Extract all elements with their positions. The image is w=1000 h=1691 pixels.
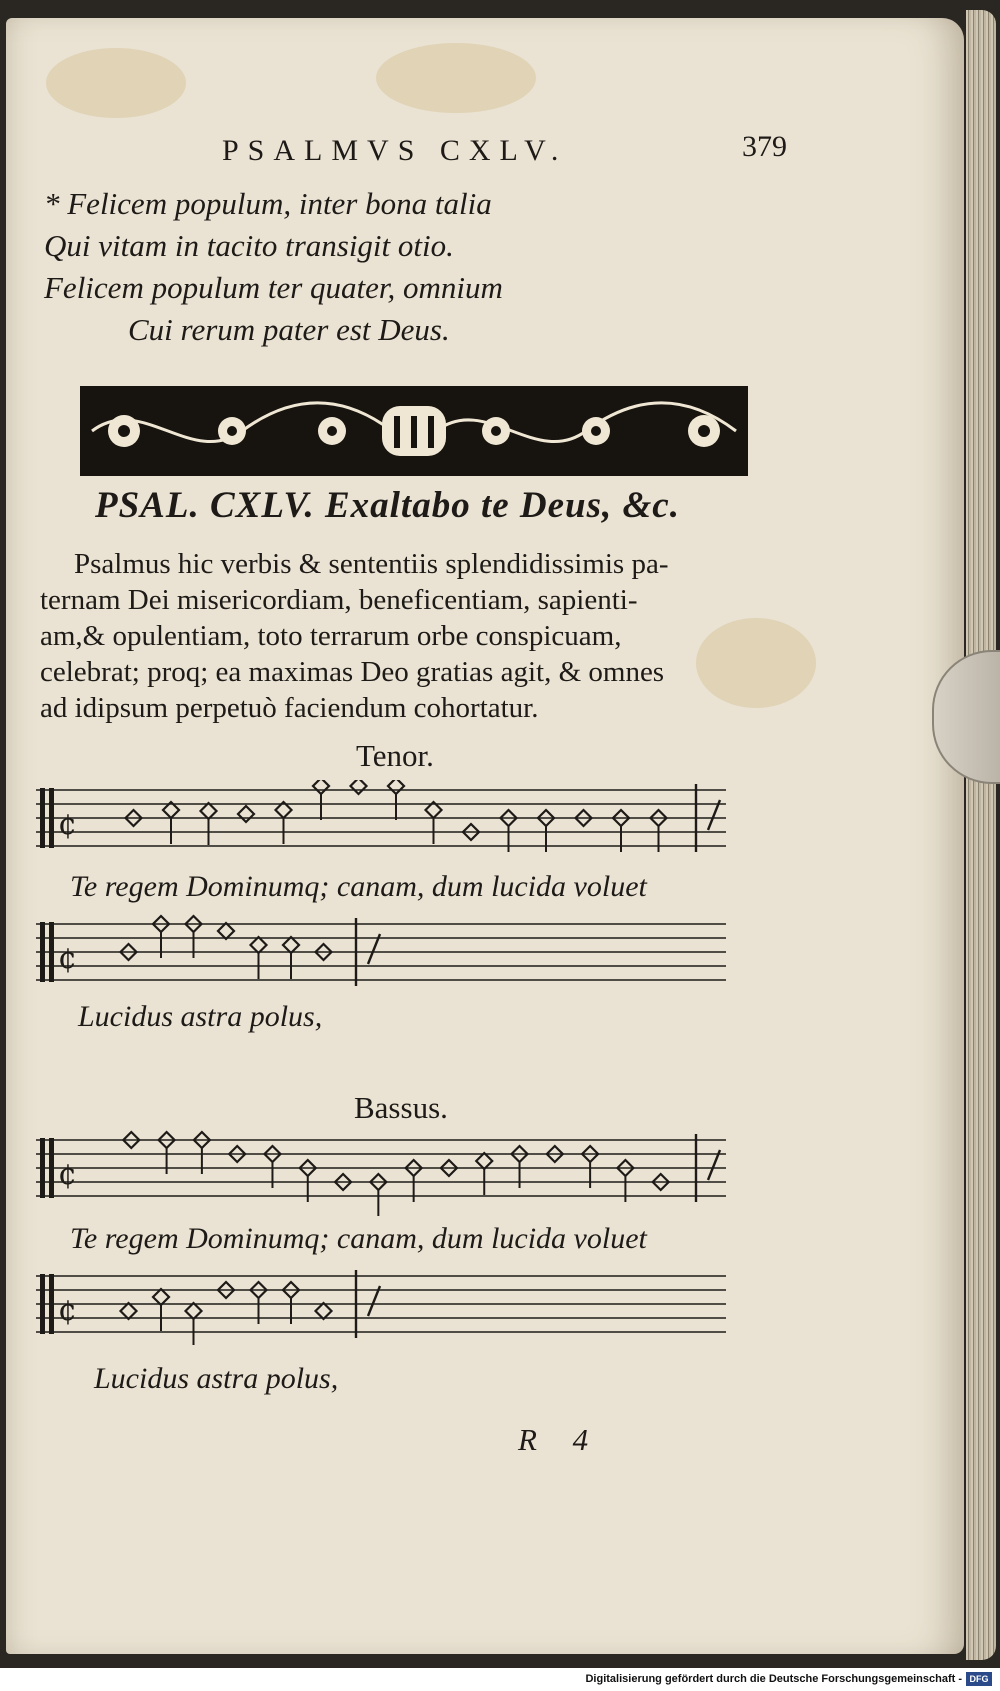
clef-mark xyxy=(49,788,54,848)
verse-line: Cui rerum pater est Deus. xyxy=(128,312,450,347)
note xyxy=(316,1303,332,1319)
verse-line: * Felicem populum, inter bona talia xyxy=(44,186,492,221)
dfg-logo: DFG xyxy=(966,1672,992,1686)
intro-line: celebrat; proq; ea maximas Deo gratias agit, & omnes xyxy=(40,656,665,688)
note xyxy=(313,780,329,820)
clef-mark xyxy=(40,1138,45,1198)
bassus-staff-2 xyxy=(36,1266,786,1352)
note xyxy=(238,806,254,822)
note xyxy=(186,1303,202,1345)
intro-line: Psalmus hic verbis & sententiis splendidissimis pa- xyxy=(74,548,669,580)
note xyxy=(283,937,299,979)
clef-mark xyxy=(49,922,54,982)
note xyxy=(426,802,442,844)
running-head: PSALMVS CXLV. xyxy=(222,134,568,167)
tenor-lyric-2: Lucidus astra polus, xyxy=(78,1000,323,1033)
woodcut-ornament xyxy=(80,386,748,476)
paper-stain xyxy=(46,48,186,118)
mensuration-sign: ¢ xyxy=(58,1157,78,1192)
psalm-title: PSAL. CXLV. Exaltabo te Deus, &c. xyxy=(95,485,680,526)
paper-stain xyxy=(696,618,816,708)
note xyxy=(251,937,267,979)
footer-credit: Digitalisierung gefördert durch die Deutsche Forschungsgemeinschaft - xyxy=(585,1673,962,1685)
bassus-lyric-1: Te regem Dominumq; canam, dum lucida voluet xyxy=(70,1222,647,1255)
note xyxy=(121,1303,137,1319)
mensuration-sign: ¢ xyxy=(58,807,78,842)
clef-mark xyxy=(40,1274,45,1334)
note xyxy=(388,780,404,820)
page-number: 379 xyxy=(742,130,787,163)
note xyxy=(201,803,217,845)
paper-stain xyxy=(376,43,536,113)
clef-mark xyxy=(40,922,45,982)
bassus-label: Bassus. xyxy=(354,1090,448,1125)
signature-mark: R 4 xyxy=(518,1422,603,1457)
ornament-vines xyxy=(82,388,746,474)
clef-mark xyxy=(40,788,45,848)
tenor-staff-2 xyxy=(36,914,786,1000)
note xyxy=(370,1174,386,1216)
note xyxy=(351,780,367,794)
bassus-lyric-2: Lucidus astra polus, xyxy=(94,1362,339,1395)
intro-line: ternam Dei misericordiam, beneficentiam, sapienti- xyxy=(40,584,638,616)
intro-line: ad idipsum perpetuò faciendum cohortatur. xyxy=(40,692,539,724)
note xyxy=(476,1153,492,1195)
clef-mark xyxy=(49,1138,54,1198)
verse-line: Qui vitam in tacito transigit otio. xyxy=(44,228,454,263)
clef-mark xyxy=(49,1274,54,1334)
bassus-staff-1 xyxy=(36,1130,786,1216)
verse-line: Felicem populum ter quater, omnium xyxy=(44,270,503,305)
note xyxy=(163,802,179,844)
note xyxy=(276,802,292,844)
tenor-lyric-1: Te regem Dominumq; canam, dum lucida voluet xyxy=(70,870,647,903)
note xyxy=(153,1289,169,1331)
tenor-label: Tenor. xyxy=(356,738,434,773)
note xyxy=(218,923,234,939)
intro-line: am,& opulentiam, toto terrarum orbe conspicuam, xyxy=(40,620,622,652)
page-edges xyxy=(966,10,996,1660)
mensuration-sign: ¢ xyxy=(58,1293,78,1328)
mensuration-sign: ¢ xyxy=(58,941,78,976)
tenor-staff-1 xyxy=(36,780,786,866)
